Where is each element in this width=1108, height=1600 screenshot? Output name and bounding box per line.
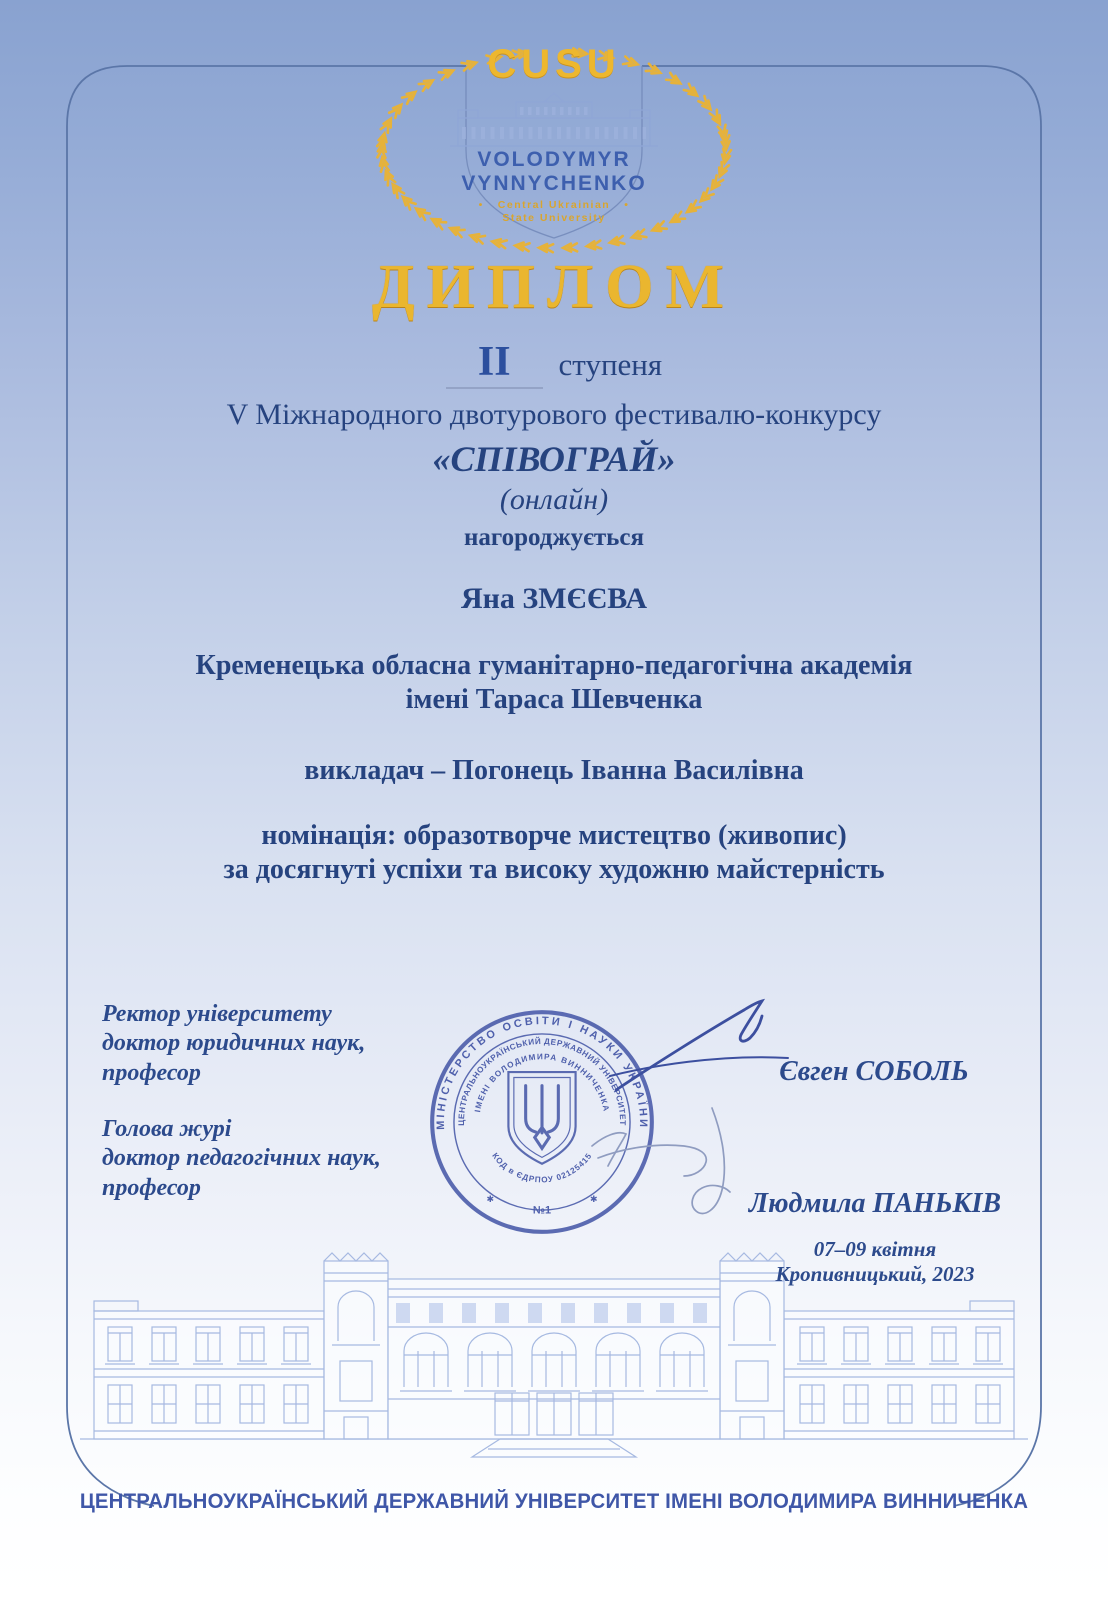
seal-inner-text: ІМЕНІ ВОЛОДИМИРА ВИННИЧЕНКА xyxy=(473,1052,611,1114)
logo-university-name-line2: VYNNYCHENKO xyxy=(461,172,647,195)
festival-name: «СПІВОГРАЙ» xyxy=(432,439,676,479)
nomination-line2: за досягнуті успіхи та високу художню майстерність xyxy=(223,854,885,885)
event-place-year: Кропивницький, 2023 xyxy=(775,1262,975,1286)
logo-subtitle-text1: Central Ukrainian xyxy=(497,199,611,211)
logo-acronym: CUSU xyxy=(487,42,621,86)
recipient-name: Яна ЗМЄЄВА xyxy=(460,582,648,615)
trident-icon xyxy=(526,1086,559,1149)
seal-number: №1 xyxy=(532,1204,552,1217)
seal-star-left: ✱ xyxy=(486,1193,495,1204)
nomination-line1: номінація: образотворче мистецтво (живопис) xyxy=(261,820,847,851)
festival-line: V Міжнародного двотурового фестивалю-конкурсу xyxy=(226,398,882,431)
rector-role-block xyxy=(102,1000,462,1088)
jury-role-line3: професор xyxy=(102,1174,201,1201)
logo-subtitle-line2 xyxy=(0,212,1108,224)
jury-head-name: Людмила ПАНЬКІВ xyxy=(748,1188,1002,1219)
award-verb: нагороджується xyxy=(463,524,645,551)
seal-code-text: КОД в ЄДРПОУ 02125415 xyxy=(490,1151,594,1185)
logo-subtitle-line1 xyxy=(0,199,1108,211)
jury-head-role-block xyxy=(102,1115,462,1203)
diploma-title: ДИПЛОМ xyxy=(371,253,737,321)
degree-value: II xyxy=(446,339,543,389)
rector-name: Євген СОБОЛЬ xyxy=(779,1056,969,1087)
degree-row xyxy=(0,338,1108,386)
logo-subtitle-text2: State University xyxy=(502,212,606,224)
jury-role-line2: доктор педагогічних наук, xyxy=(102,1145,381,1172)
logo-university-name-line1: VOLODYMYR xyxy=(477,148,631,171)
footer-university-name: ЦЕНТРАЛЬНОУКРАЇНСЬКИЙ ДЕРЖАВНИЙ УНІВЕРСИТЕТ ІМЕНІ ВОЛОДИМИРА ВИННИЧЕНКА xyxy=(79,1490,1029,1513)
seal-mid-text: ЦЕНТРАЛЬНОУКРАЇНСЬКИЙ ДЕРЖАВНИЙ УНІВЕРСИТЕТ xyxy=(456,1036,628,1126)
degree-label: ступеня xyxy=(558,347,663,382)
institution-line1: Кременецька обласна гуманітарно-педагогічна академія xyxy=(195,650,913,681)
jury-role-line1: Голова журі xyxy=(102,1116,232,1142)
official-seal xyxy=(424,1004,660,1240)
seal-outer-text: МІНІСТЕРСТВО ОСВІТИ І НАУКИ УКРАЇНИ xyxy=(434,1014,650,1131)
logo-building-illustration xyxy=(444,88,664,150)
rector-role-line3: професор xyxy=(102,1059,201,1086)
dot-icon: • xyxy=(624,199,630,211)
festival-mode: (онлайн) xyxy=(499,483,609,516)
dot-icon: • xyxy=(478,199,484,211)
rector-role-line2: доктор юридичних наук, xyxy=(102,1030,366,1057)
event-dates: 07–09 квітня xyxy=(813,1237,937,1261)
teacher-line: викладач – Погонець Іванна Василівна xyxy=(304,755,804,786)
seal-star-right: ✱ xyxy=(589,1193,598,1204)
institution-line2: імені Тараса Шевченка xyxy=(405,684,703,715)
rector-role-line1: Ректор університету xyxy=(102,1001,332,1027)
